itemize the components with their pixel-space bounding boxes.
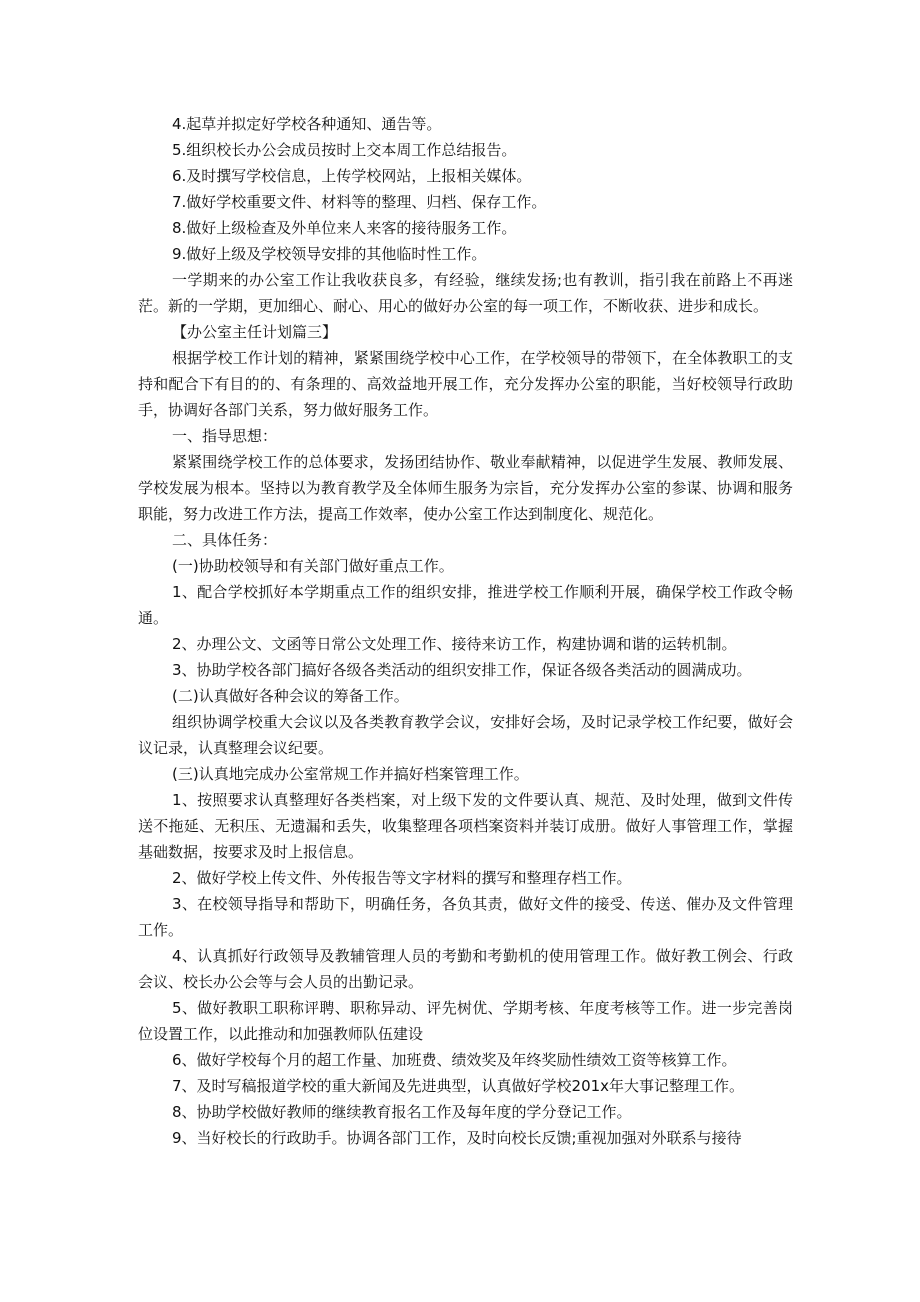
task-item-1-key-work: 1、配合学校抓好本学期重点工作的组织安排，推进学校工作顺利开展，确保学校工作政令畅通。 — [138, 583, 793, 627]
archive-item-5: 5、做好教职工职称评聘、职称异动、评先树优、学期考核、年度考核等工作。进一步完善岗位设置工作，以此推动和加强教师队伍建设 — [138, 999, 793, 1043]
subsection-heading-meetings: (二)认真做好各种会议的筹备工作。 — [172, 687, 409, 705]
section-heading-guiding-thought: 一、指导思想： — [172, 427, 278, 445]
section-heading-specific-tasks: 二、具体任务： — [172, 531, 278, 549]
paragraph-meetings: 组织协调学校重大会议以及各类教育教学会议，安排好会场，及时记录学校工作纪要，做好会议记录，认真整理会议纪要。 — [138, 713, 793, 757]
section-title-plan-three: 【办公室主任计划篇三】 — [172, 323, 338, 341]
archive-item-7: 7、及时写稿报道学校的重大新闻及先进典型，认真做好学校201x年大事记整理工作。 — [172, 1077, 745, 1095]
archive-item-4: 4、认真抓好行政领导及教辅管理人员的考勤和考勤机的使用管理工作。做好教工例会、行政会议、校长办公会等与会人员的出勤记录。 — [138, 947, 793, 991]
subsection-heading-key-work: (一)协助校领导和有关部门做好重点工作。 — [172, 557, 454, 575]
paragraph-9-temporary-work: 9.做好上级及学校领导安排的其他临时性工作。 — [172, 245, 487, 263]
archive-item-1: 1、按照要求认真整理好各类档案，对上级下发的文件要认真、规范、及时处理，做到文件传送不拖延、无积压、无遗漏和丢失，收集整理各项档案资料并装订成册。做好人事管理工作，掌握基础数据，按要求及时上报信息。 — [138, 791, 793, 861]
document-body — [138, 111, 793, 1151]
task-item-2-documents: 2、办理公文、文函等日常公文处理工作、接待来访工作，构建协调和谐的运转机制。 — [172, 635, 737, 653]
paragraph-6-school-info: 6.及时撰写学校信息，上传学校网站，上报相关媒体。 — [172, 167, 532, 185]
paragraph-4-draft-notices: 4.起草并拟定好学校各种通知、通告等。 — [172, 115, 442, 133]
archive-item-9: 9、当好校长的行政助手。协调各部门工作，及时向校长反馈;重视加强对外联系与接待 — [172, 1129, 742, 1147]
task-item-3-activities: 3、协助学校各部门搞好各级各类活动的组织安排工作，保证各级各类活动的圆满成功。 — [172, 661, 752, 679]
archive-item-6: 6、做好学校每个月的超工作量、加班费、绩效奖及年终奖励性绩效工资等核算工作。 — [172, 1051, 737, 1069]
paragraph-semester-summary: 一学期来的办公室工作让我收获良多，有经验，继续发扬;也有教训，指引我在前路上不再迷茫。新的一学期，更加细心、耐心、用心的做好办公室的每一项工作，不断收获、进步和成长。 — [138, 271, 793, 315]
paragraph-7-file-archiving: 7.做好学校重要文件、材料等的整理、归档、保存工作。 — [172, 193, 547, 211]
paragraph-8-reception-service: 8.做好上级检查及外单位来人来客的接待服务工作。 — [172, 219, 517, 237]
paragraph-intro-plan: 根据学校工作计划的精神，紧紧围绕学校中心工作，在学校领导的带领下，在全体教职工的支持和配合下有目的的、有条理的、高效益地开展工作，充分发挥办公室的职能，当好校领导行政助手，协调好各部门关系，努力做好服务工作。 — [138, 349, 793, 419]
archive-item-8: 8、协助学校做好教师的继续教育报名工作及每年度的学分登记工作。 — [172, 1103, 632, 1121]
archive-item-3: 3、在校领导指导和帮助下，明确任务，各负其责，做好文件的接受、传送、催办及文件管理工作。 — [138, 895, 793, 939]
subsection-heading-routine-archives: (三)认真地完成办公室常规工作并搞好档案管理工作。 — [172, 765, 529, 783]
paragraph-guiding-thought: 紧紧围绕学校工作的总体要求，发扬团结协作、敬业奉献精神，以促进学生发展、教师发展、学校发展为根本。坚持以为教育教学及全体师生服务为宗旨，充分发挥办公室的参谋、协调和服务职能，努力改进工作方法，提高工作效率，使办公室工作达到制度化、规范化。 — [138, 453, 793, 523]
archive-item-2: 2、做好学校上传文件、外传报告等文字材料的撰写和整理存档工作。 — [172, 869, 632, 887]
paragraph-5-weekly-summary: 5.组织校长办公会成员按时上交本周工作总结报告。 — [172, 141, 517, 159]
